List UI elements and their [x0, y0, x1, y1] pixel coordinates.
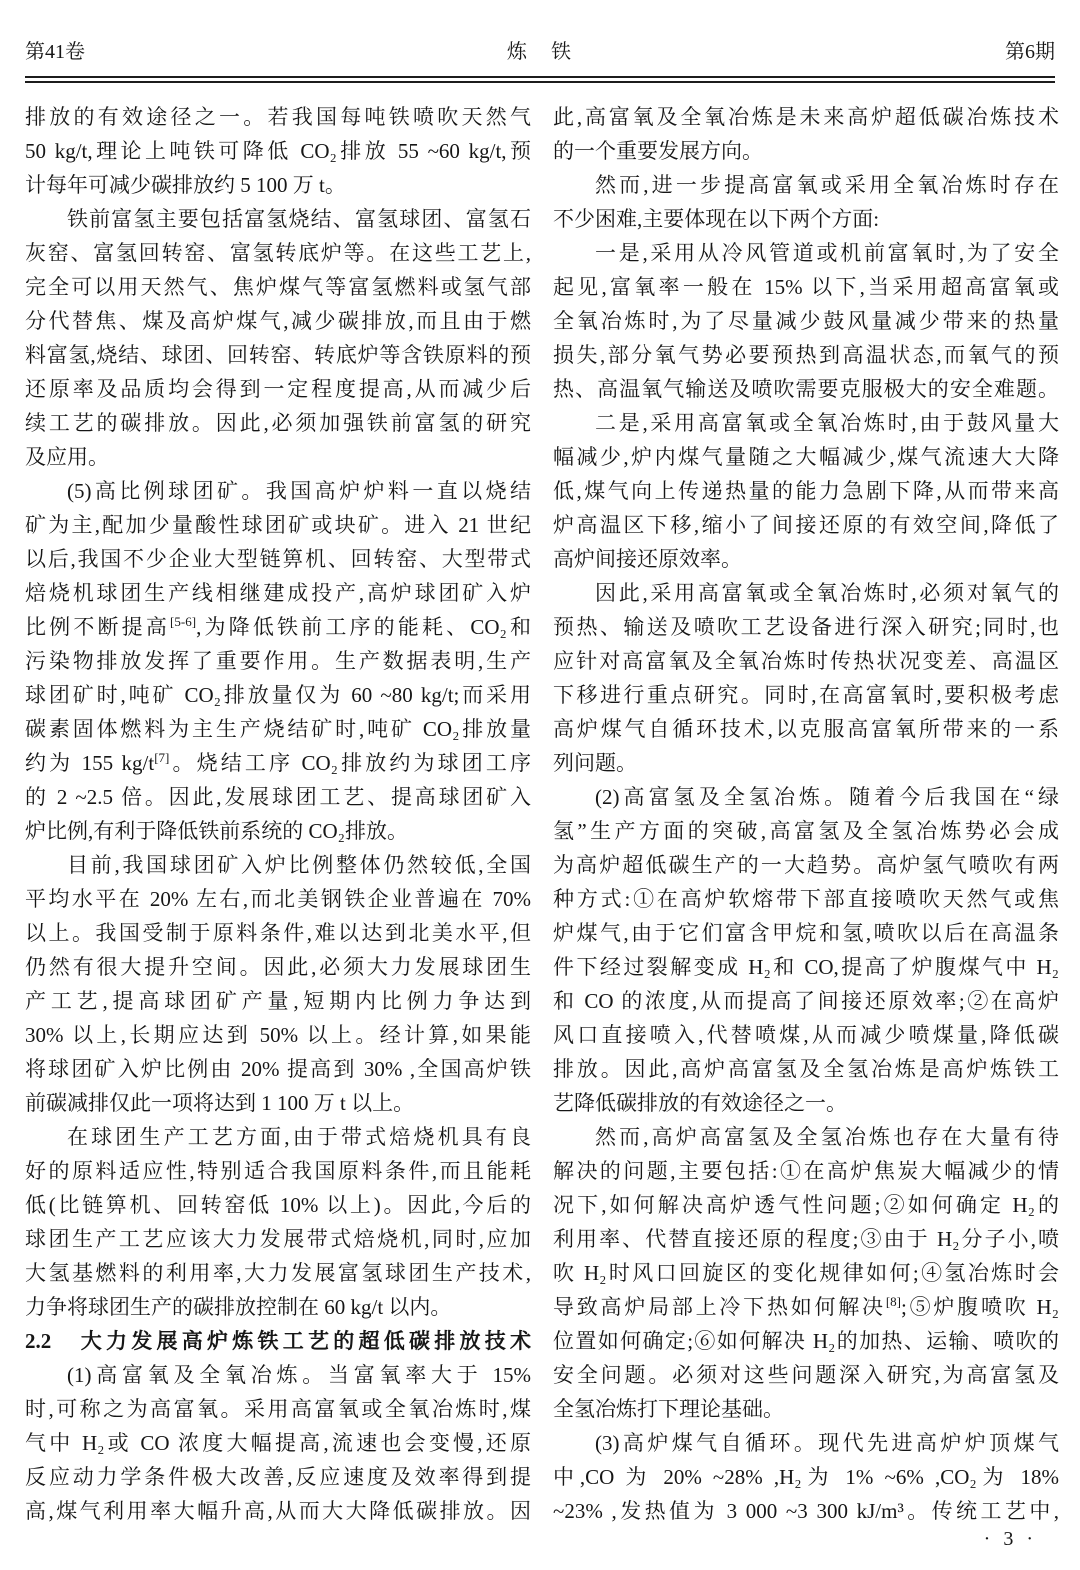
text-line: 低,煤气向上传递热量的能力急剧下降,从而带来高	[553, 479, 1059, 503]
text-line: (3)高炉煤气自循环。现代先进高炉炉顶煤气	[595, 1431, 1059, 1455]
text-line: 约为 155 kg/t[7]。烧结工序 CO₂排放约为球团工序	[25, 750, 531, 775]
text-line: 将球团矿入炉比例由 20% 提高到 30% ,全国高炉铁	[25, 1057, 531, 1081]
text-line: 风口直接喷入,代替喷煤,从而减少喷煤量,降低碳	[553, 1023, 1059, 1047]
text-line: 料富氢,烧结、球团、回转窑、转底炉等含铁原料的预	[25, 343, 531, 367]
text-line: 氢”生产方面的突破,高富氢及全氢冶炼势必会成	[553, 819, 1059, 843]
text-column-right	[553, 100, 1059, 1528]
text-line: 中,CO 为 20% ~28% ,H₂为 1% ~6% ,CO₂为 18%	[553, 1465, 1059, 1489]
text-line: 为高炉超低碳生产的一大趋势。高炉氢气喷吹有两	[553, 853, 1059, 877]
text-line: 污染物排放发挥了重要作用。生产数据表明,生产	[25, 649, 531, 673]
text-line: 全氢冶炼打下理论基础。	[553, 1397, 784, 1421]
text-line: 不少困难,主要体现在以下两个方面:	[553, 207, 880, 231]
text-line: 和 CO 的浓度,从而提高了间接还原效率;②在高炉	[553, 989, 1059, 1013]
text-line: 前碳减排仅此一项将达到 1 100 万 t 以上。	[25, 1091, 415, 1115]
text-line: 件下经过裂解变成 H₂和 CO,提高了炉腹煤气中 H₂	[553, 955, 1059, 979]
text-line: 时,可称之为高富氧。采用高富氧或全氧冶炼时,煤	[25, 1397, 531, 1421]
text-line: 气中 H₂或 CO 浓度大幅提高,流速也会变慢,还原	[25, 1431, 531, 1455]
text-line: 碳素固体燃料为主生产烧结矿时,吨矿 CO₂排放量	[25, 717, 531, 741]
text-line: 低(比链箅机、回转窑低 10% 以上)。因此,今后的	[25, 1193, 531, 1217]
text-line: 矿为主,配加少量酸性球团矿或块矿。进入 21 世纪	[25, 513, 531, 537]
text-line: 高炉煤气自循环技术,以克服高富氧所带来的一系	[553, 717, 1059, 741]
header-rule	[25, 76, 1055, 83]
text-line: 二是,采用高富氧或全氧冶炼时,由于鼓风量大	[595, 411, 1059, 435]
text-line: 种方式:①在高炉软熔带下部直接喷吹天然气或焦	[553, 887, 1059, 911]
text-line: 铁前富氢主要包括富氢烧结、富氢球团、富氢石	[67, 207, 531, 231]
text-line: (5)高比例球团矿。我国高炉炉料一直以烧结	[67, 479, 531, 503]
journal-title: 炼 铁	[507, 41, 573, 63]
text-line: 然而,进一步提高富氧或采用全氧冶炼时存在	[595, 173, 1059, 197]
text-line: 艺降低碳排放的有效途径之一。	[553, 1091, 847, 1115]
text-line: 产工艺,提高球团矿产量,短期内比例力争达到	[25, 989, 531, 1013]
text-line: 导致高炉局部上冷下热如何解决[8];⑤炉腹喷吹 H₂	[553, 1294, 1059, 1319]
text-line: 灰窑、富氢回转窑、富氢转底炉等。在这些工艺上,	[25, 241, 531, 265]
text-line: 球团生产工艺应该大力发展带式焙烧机,同时,应加	[25, 1227, 531, 1251]
text-line: 高炉间接还原效率。	[553, 547, 742, 571]
page-number: · 3 ·	[983, 1528, 1037, 1550]
text-line: 焙烧机球团生产线相继建成投产,高炉球团矿入炉	[25, 581, 531, 605]
text-line: 预热、输送及喷吹工艺设备进行深入研究;同时,也	[553, 615, 1059, 639]
text-line: 的一个重要发展方向。	[553, 139, 763, 163]
text-line: (2)高富氢及全氢冶炼。随着今后我国在“绿	[595, 785, 1059, 809]
text-line: 反应动力学条件极大改善,反应速度及效率得到提	[25, 1465, 531, 1489]
text-line: 平均水平在 20% 左右,而北美钢铁企业普遍在 70%	[25, 887, 531, 911]
text-line: 大氢基燃料的利用率,大力发展富氢球团生产技术,	[25, 1261, 531, 1285]
text-line: 及应用。	[25, 445, 109, 469]
text-line: 下移进行重点研究。同时,在高富氧时,要积极考虑	[553, 683, 1059, 707]
text-line: 炉比例,有利于降低铁前系统的 CO₂排放。	[25, 819, 408, 843]
text-line: 位置如何确定;⑥如何解决 H₂的加热、运输、喷吹的	[553, 1329, 1059, 1353]
page-header	[25, 38, 1055, 66]
text-line: 球团矿时,吨矿 CO₂排放量仅为 60 ~80 kg/t;而采用	[25, 683, 531, 707]
text-line: 30% 以上,长期应达到 50% 以上。经计算,如果能	[25, 1023, 531, 1047]
text-line: 因此,采用高富氧或全氧冶炼时,必须对氧气的	[595, 581, 1059, 605]
text-line: 好的原料适应性,特别适合我国原料条件,而且能耗	[25, 1159, 531, 1183]
text-line: 仍然有很大提升空间。因此,必须大力发展球团生	[25, 955, 531, 979]
text-line: 炉煤气,由于它们富含甲烷和氢,喷吹以后在高温条	[553, 921, 1059, 945]
text-line: 安全问题。必须对这些问题深入研究,为高富氢及	[553, 1363, 1059, 1387]
text-line: 目前,我国球团矿入炉比例整体仍然较低,全国	[67, 853, 531, 877]
text-line: 吹 H₂时风口回旋区的变化规律如何;④氢冶炼时会	[553, 1261, 1059, 1285]
text-line: 排放。因此,高炉高富氢及全氢冶炼是高炉炼铁工	[553, 1057, 1059, 1081]
text-line: 炉高温区下移,缩小了间接还原的有效空间,降低了	[553, 513, 1059, 537]
text-line: 幅减少,炉内煤气量随之大幅减少,煤气流速大大降	[553, 445, 1059, 469]
text-line: 还原率及品质均会得到一定程度提高,从而减少后	[25, 377, 531, 401]
text-line: 比例不断提高[5-6],为降低铁前工序的能耗、CO₂和	[25, 614, 531, 639]
text-line: 起见,富氧率一般在 15% 以下,当采用超高富氧或	[553, 275, 1059, 299]
text-column-left	[25, 100, 531, 1528]
text-line: 解决的问题,主要包括:①在高炉焦炭大幅减少的情	[553, 1159, 1059, 1183]
text-line: 损失,部分氧气势必要预热到高温状态,而氧气的预	[553, 343, 1059, 367]
text-line: 分代替焦、煤及高炉煤气,减少碳排放,而且由于燃	[25, 309, 531, 333]
text-line: 在球团生产工艺方面,由于带式焙烧机具有良	[67, 1125, 531, 1149]
text-line: 续工艺的碳排放。因此,必须加强铁前富氢的研究	[25, 411, 531, 435]
text-line: 一是,采用从冷风管道或机前富氧时,为了安全	[595, 241, 1059, 265]
journal-volume: 第41卷	[25, 41, 85, 63]
journal-issue: 第6期	[1005, 41, 1055, 63]
text-line: 全氧冶炼时,为了尽量减少鼓风量减少带来的热量	[553, 309, 1059, 333]
text-line: 排放的有效途径之一。若我国每吨铁喷吹天然气	[25, 105, 531, 129]
text-line: 此,高富氧及全氧冶炼是未来高炉超低碳冶炼技术	[553, 105, 1059, 129]
text-line: 应针对高富氧及全氧冶炼时传热状况变差、高温区	[553, 649, 1059, 673]
text-line: (1)高富氧及全氧冶炼。当富氧率大于 15%	[67, 1363, 531, 1387]
text-line: 以后,我国不少企业大型链箅机、回转窑、大型带式	[25, 547, 531, 571]
section-heading: 2.2 大力发展高炉炼铁工艺的超低碳排放技术	[25, 1329, 531, 1353]
text-line: 利用率、代替直接还原的程度;③由于 H₂分子小,喷	[553, 1227, 1059, 1251]
text-line: 50 kg/t,理论上吨铁可降低 CO₂排放 55 ~60 kg/t,预	[25, 139, 531, 163]
text-line: 况下,如何解决高炉透气性问题;②如何确定 H₂的	[553, 1193, 1059, 1217]
text-line: 计每年可减少碳排放约 5 100 万 t。	[25, 173, 346, 197]
text-line: 然而,高炉高富氢及全氢冶炼也存在大量有待	[595, 1125, 1059, 1149]
text-line: 以上。我国受制于原料条件,难以达到北美水平,但	[25, 921, 531, 945]
text-line: 高,煤气利用率大幅升高,从而大大降低碳排放。因	[25, 1499, 531, 1523]
text-line: 的 2 ~2.5 倍。因此,发展球团工艺、提高球团矿入	[25, 785, 531, 809]
text-line: 完全可以用天然气、焦炉煤气等富氢燃料或氢气部	[25, 275, 531, 299]
text-line: 列问题。	[553, 751, 637, 775]
text-line: ~23% ,发热值为 3 000 ~3 300 kJ/m³。传统工艺中,	[553, 1499, 1059, 1523]
text-line: 热、高温氧气输送及喷吹需要克服极大的安全难题。	[553, 377, 1059, 401]
text-line: 力争将球团生产的碳排放控制在 60 kg/t 以内。	[25, 1295, 452, 1319]
